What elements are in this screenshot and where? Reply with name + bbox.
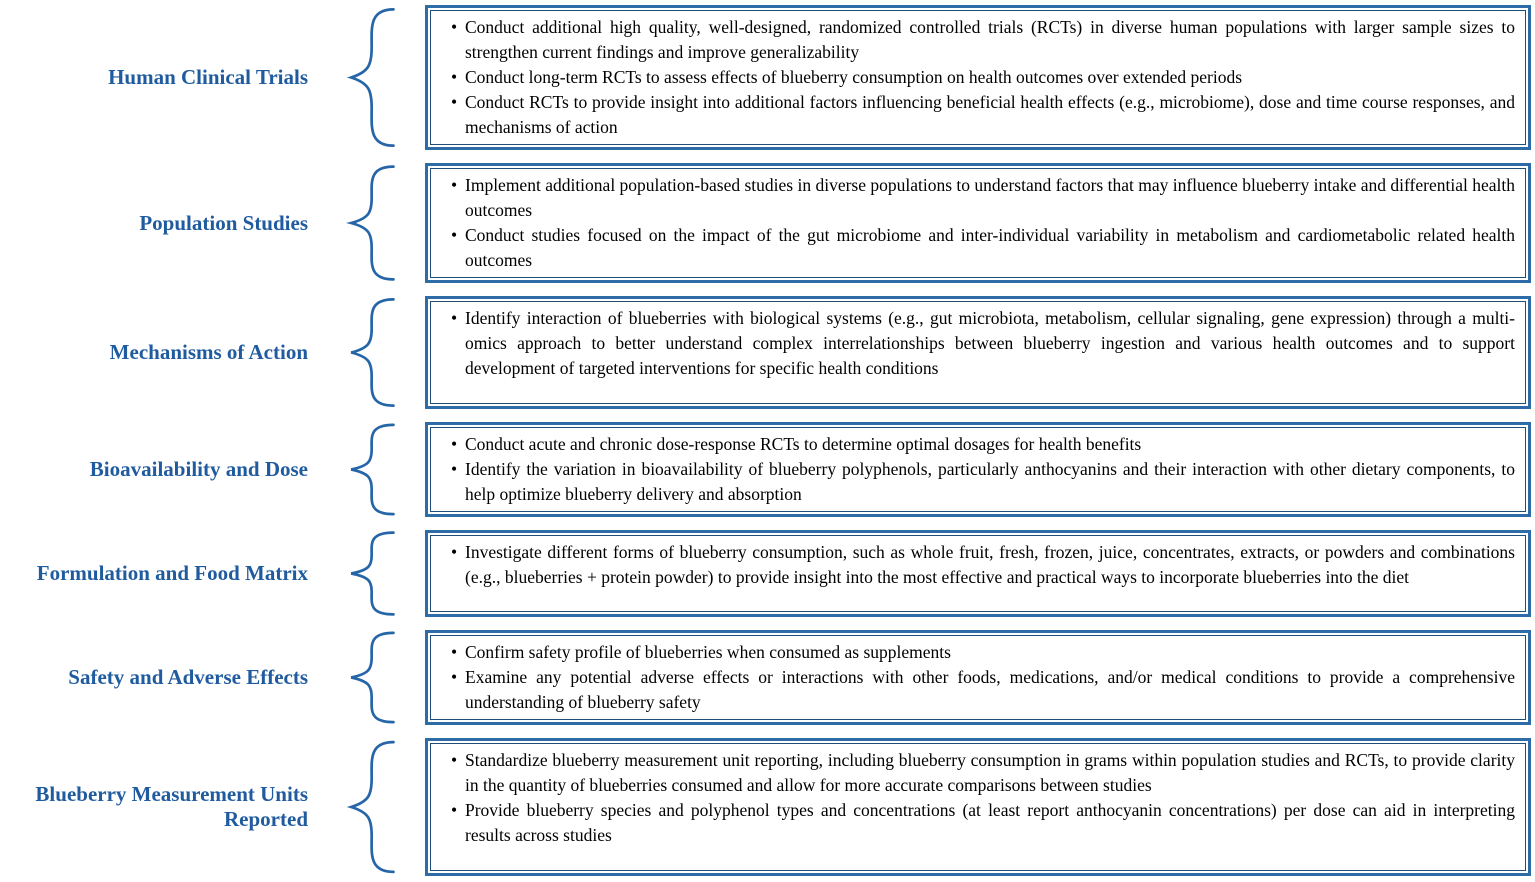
section-box-inner <box>430 301 1526 404</box>
section-box <box>425 296 1531 409</box>
curly-brace-icon <box>308 630 425 725</box>
curly-brace-icon <box>308 5 425 150</box>
section-bioavailability-and-dose <box>0 422 1531 517</box>
section-label: Safety and Adverse Effects <box>68 665 308 690</box>
section-box-inner <box>430 635 1526 720</box>
bullet-item: • Implement additional population-based studies in diverse populations to understand factors that may influence blueberry intake and differential health outcomes <box>439 173 1515 223</box>
curly-brace-icon <box>308 163 425 283</box>
section-label-column <box>0 422 308 517</box>
bullet-list <box>439 640 1515 715</box>
section-label: Mechanisms of Action <box>109 340 308 365</box>
section-label: Population Studies <box>139 210 308 235</box>
bullet-list <box>439 748 1515 848</box>
section-formulation-and-food-matrix <box>0 530 1531 617</box>
bullet-item: • Examine any potential adverse effects or interactions with other foods, medications, and/or medical conditions to provide a comprehensive understanding of blueberry safety <box>439 665 1515 715</box>
section-box <box>425 5 1531 150</box>
section-safety-and-adverse-effects <box>0 630 1531 725</box>
bullet-item: • Conduct studies focused on the impact of the gut microbiome and inter-individual variability in metabolism and cardiometabolic related health outcomes <box>439 223 1515 273</box>
section-label-column <box>0 738 308 876</box>
section-box <box>425 630 1531 725</box>
section-box <box>425 738 1531 876</box>
section-label-column <box>0 5 308 150</box>
section-label-column <box>0 530 308 617</box>
section-blueberry-measurement-units <box>0 738 1531 876</box>
section-population-studies <box>0 163 1531 283</box>
section-box-inner <box>430 535 1526 612</box>
bullet-item: • Conduct acute and chronic dose-response RCTs to determine optimal dosages for health benefits <box>439 432 1515 457</box>
section-box <box>425 422 1531 517</box>
bullet-item: • Confirm safety profile of blueberries when consumed as supplements <box>439 640 1515 665</box>
bullet-item: • Conduct RCTs to provide insight into additional factors influencing beneficial health effects (e.g., microbiome), dose and time course responses, and mechanisms of action <box>439 90 1515 140</box>
bullet-item: • Standardize blueberry measurement unit reporting, including blueberry consumption in grams within population studies and RCTs, to provide clarity in the quantity of blueberries consumed and allow for more accurate comparisons between studies <box>439 748 1515 798</box>
bullet-list <box>439 306 1515 381</box>
bullet-item: • Identify the variation in bioavailability of blueberry polyphenols, particularly anthocyanins and their interaction with other dietary components, to help optimize blueberry delivery and absorption <box>439 457 1515 507</box>
section-label-column <box>0 163 308 283</box>
bullet-item: • Identify interaction of blueberries with biological systems (e.g., gut microbiota, metabolism, cellular signaling, gene expression) through a multi-omics approach to better understand complex interrelationships between blueberry ingestion and various health outcomes and to support development of targeted interventions for specific health conditions <box>439 306 1515 381</box>
section-box <box>425 163 1531 283</box>
bullet-list <box>439 540 1515 590</box>
bullet-list <box>439 15 1515 140</box>
section-human-clinical-trials <box>0 5 1531 150</box>
section-label: Blueberry Measurement Units Reported <box>35 782 308 831</box>
section-box-inner <box>430 168 1526 278</box>
bullet-item: • Investigate different forms of blueberry consumption, such as whole fruit, fresh, frozen, juice, concentrates, extracts, or powders and combinations (e.g., blueberries + protein powder) to provide insight into the most effective and practical ways to incorporate blueberries into the diet <box>439 540 1515 590</box>
section-label: Bioavailability and Dose <box>89 457 308 482</box>
curly-brace-icon <box>308 296 425 409</box>
section-label-column <box>0 630 308 725</box>
section-box-inner <box>430 427 1526 512</box>
section-mechanisms-of-action <box>0 296 1531 409</box>
section-label: Formulation and Food Matrix <box>36 561 308 586</box>
bullet-item: • Conduct additional high quality, well-designed, randomized controlled trials (RCTs) in diverse human populations with larger sample sizes to strengthen current findings and improve generalizability <box>439 15 1515 65</box>
curly-brace-icon <box>308 422 425 517</box>
curly-brace-icon <box>308 738 425 876</box>
bullet-item: • Conduct long-term RCTs to assess effects of blueberry consumption on health outcomes over extended periods <box>439 65 1515 90</box>
curly-brace-icon <box>308 530 425 617</box>
section-box-inner <box>430 743 1526 871</box>
bullet-list <box>439 173 1515 273</box>
bullet-item: • Provide blueberry species and polyphenol types and concentrations (at least report anthocyanin concentrations) per dose can aid in interpreting results across studies <box>439 798 1515 848</box>
section-label-column <box>0 296 308 409</box>
section-label: Human Clinical Trials <box>108 65 308 90</box>
section-box <box>425 530 1531 617</box>
section-box-inner <box>430 10 1526 145</box>
bullet-list <box>439 432 1515 507</box>
